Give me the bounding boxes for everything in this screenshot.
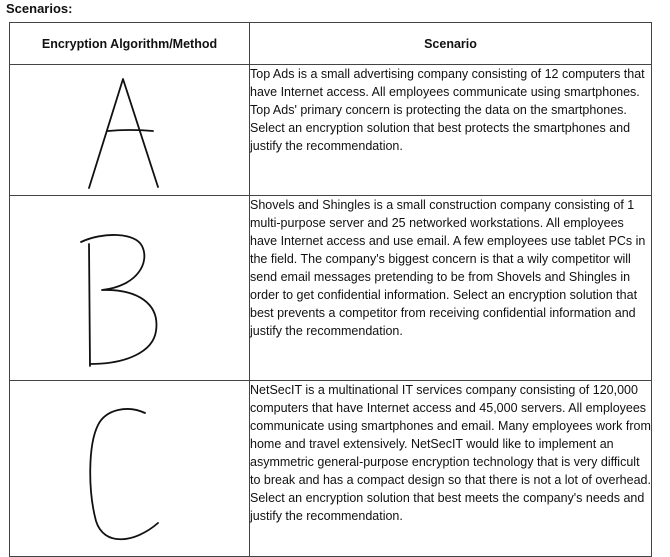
scenarios-table [9, 22, 652, 557]
table-row [10, 65, 652, 196]
method-cell [10, 196, 250, 381]
method-column-header: Encryption Algorithm/Method [10, 23, 250, 65]
method-cell [10, 65, 250, 196]
table-header-row [10, 23, 652, 65]
table-row [10, 381, 652, 557]
scenario-text: Shovels and Shingles is a small construction company consisting of 1 multi-purpose server and 25 networked workstations. All employees have Internet access and use email. A few employees use tablet PCs in the field. The company's biggest concern is that a wily competitor will send email messages pretending to be from Shovels and Shingles in order to get confidential information. Select an encryption solution that best prevents a competitor from receiving confidential information and justify the recommendation. [250, 196, 652, 381]
handwritten-letter-a [10, 65, 250, 195]
handwritten-letter-b [10, 196, 250, 380]
method-cell [10, 381, 250, 557]
scenario-text: NetSecIT is a multinational IT services company consisting of 120,000 computers that have Internet access and 45,000 servers. All employees communicate using smartphones and email. Many employees work from home and travel extensively. NetSecIT would like to implement an asymmetric general-purpose encryption technology that is very difficult to break and has a compact design so that there is not a lot of overhead. Select an encryption solution that best meets the company's needs and justify the recommendation. [250, 381, 652, 557]
scenario-column-header: Scenario [250, 23, 652, 65]
handwritten-letter-c [10, 381, 250, 556]
table-row [10, 196, 652, 381]
page-heading: Scenarios: [6, 1, 73, 16]
scenario-text: Top Ads is a small advertising company consisting of 12 computers that have Internet access. All employees communicate using smartphones. Top Ads' primary concern is protecting the data on the smartphones. Select an encryption solution that best protects the smartphones and justify the recommendation. [250, 65, 652, 196]
